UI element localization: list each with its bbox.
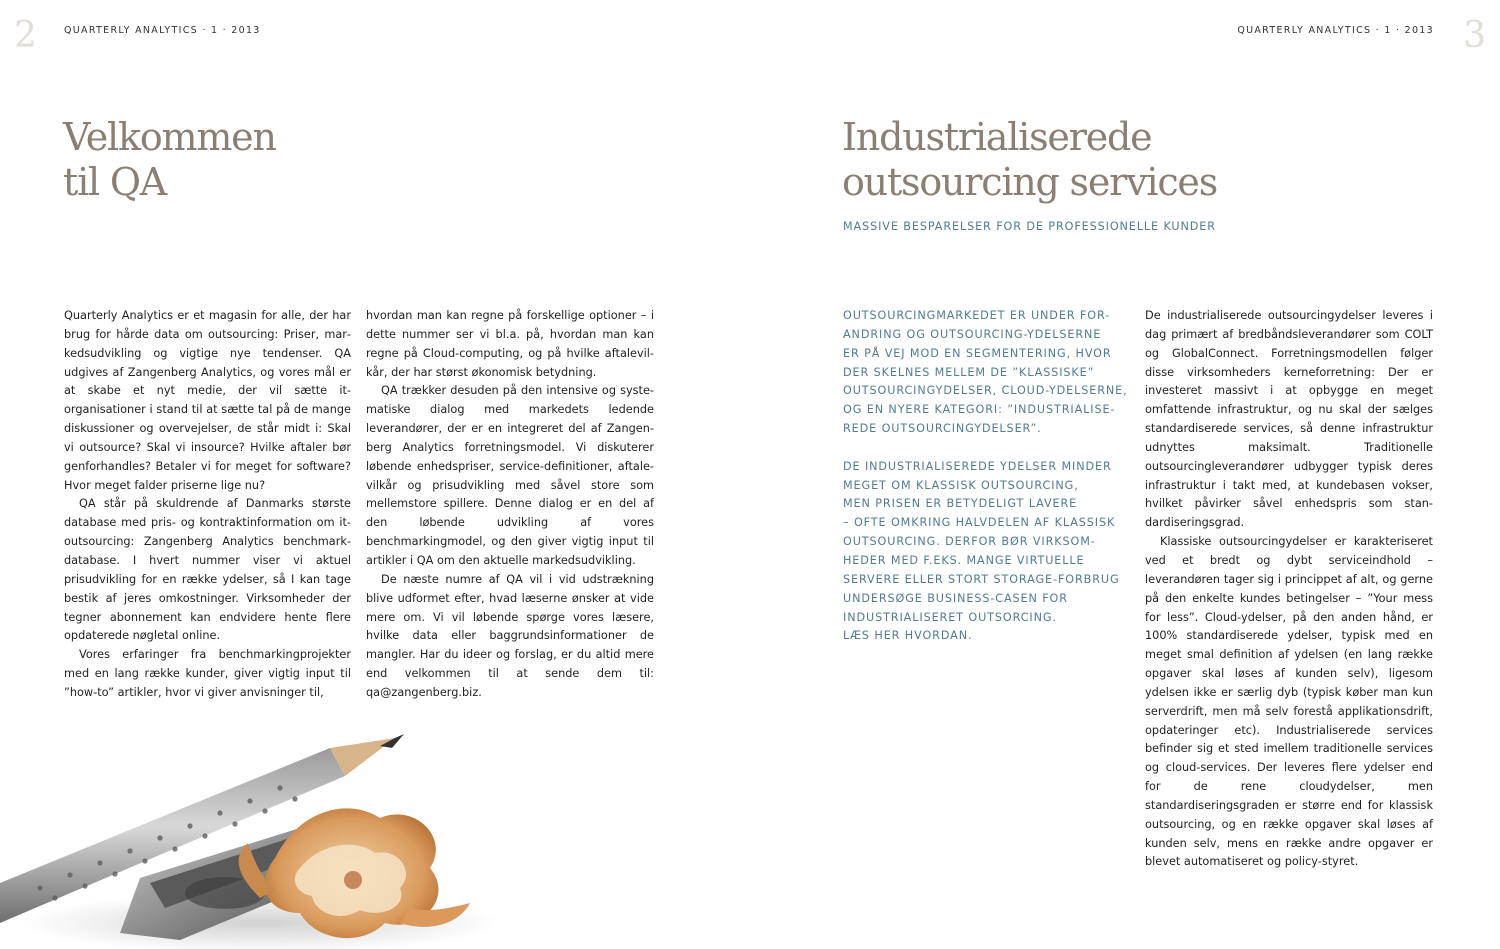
intro-line: HEDER MED F.EKS. MANGE VIRTUELLE bbox=[843, 553, 1085, 567]
intro-line: OUTSOURCING. DERFOR BØR VIRKSOM- bbox=[843, 535, 1096, 549]
intro-line: DER SKELNES MELLEM DE ”KLASSISKE” bbox=[843, 365, 1095, 379]
intro-line: ANDRING OG OUTSOURCING-YDELSERNE bbox=[843, 327, 1102, 341]
intro-line: ER PÅ VEJ MOD EN SEGMENTERING, HVOR bbox=[843, 346, 1112, 360]
left-folio-number: 2 bbox=[14, 15, 37, 56]
left-title-line-2: til QA bbox=[63, 160, 167, 204]
right-title-line-1: Industrialiserede bbox=[842, 115, 1152, 159]
right-running-head: QUARTERLY ANALYTICS · 1 · 2013 bbox=[1237, 25, 1434, 36]
intro-line: MEN PRISEN ER BETYDELIGT LAVERE bbox=[843, 497, 1078, 511]
left-body-column-2 bbox=[366, 307, 654, 703]
right-title-line-2: outsourcing services bbox=[842, 160, 1218, 204]
body-paragraph: De industrialiserede outsourcingydelser leveres i dag primært af bredbåndsleverandører som COLT og GlobalConnect. Forretningsmodellen følger disse virksomheders kerneforretning: Der er investeret massivt i at opbygge en meget omfattende infrastruktur, og nu skal der sælges standardiserede services, så denne infrastruktur udnyttes maksimalt. Traditionelle outsourcingleverandører udbygger typisk deres infrastruktur i takt med, at kundebasen vokser, hvilket påvirker såvel enhedspris som standardiseringsgrad. bbox=[1145, 309, 1433, 530]
intro-line: – OFTE OMKRING HALVDELEN AF KLASSISK bbox=[843, 516, 1116, 530]
left-title-line-1: Velkommen bbox=[63, 115, 276, 159]
body-paragraph: hvordan man kan regne på forskellige optioner – i dette nummer ser vi bl.a. på, hvordan man kan regne på Cloud-computing, og på hvilke aftalevilkår, der har størst økonomisk betydning. bbox=[366, 309, 654, 379]
pencil-sharpener-illustration bbox=[0, 708, 520, 949]
intro-line: OG EN NYERE KATEGORI: ”INDUSTRIALISE- bbox=[843, 403, 1116, 417]
right-folio-number: 3 bbox=[1463, 15, 1486, 56]
intro-line: REDE OUTSOURCINGYDELSER”. bbox=[843, 422, 1042, 436]
left-running-head: QUARTERLY ANALYTICS · 1 · 2013 bbox=[64, 25, 261, 36]
intro-line: MEGET OM KLASSISK OUTSOURCING, bbox=[843, 478, 1079, 492]
body-paragraph: Quarterly Analytics er et magasin for alle, der har brug for hårde data om outsourcing: Priser, markedsudvikling og vigtige nye tendenser. QA udgives af Zangenberg Analytics, og vores mål er at skabe et nyt medie, der vil sætte it-organisationer i stand til at sætte tal på de mange diskussioner og overvejelser, de står midt i: Skal vi outsource? Skal vi insource? Hvilke aftaler bør genforhandles? Betaler vi for meget for software? Hvor meget falder priserne lige nu? bbox=[64, 309, 351, 492]
right-body-column bbox=[1145, 307, 1433, 872]
right-page-title bbox=[842, 115, 1217, 205]
article-subtitle: MASSIVE BESPARELSER FOR DE PROFESSIONELLE KUNDER bbox=[843, 220, 1216, 233]
intro-line: DE INDUSTRIALISEREDE YDELSER MINDER bbox=[843, 459, 1112, 473]
intro-line: LÆS HER HVORDAN. bbox=[843, 629, 973, 643]
body-paragraph: De næste numre af QA vil i vid udstrækning blive udformet efter, hvad læserne ønsker at vide mere om. Vi vil løbende spørge vores læsere, hvilke data eller baggrundsinformationer de mangler. Har du ideer og forslag, er du altid mere end velkommen til at sende dem til: qa@zangenberg.biz. bbox=[366, 572, 654, 699]
article-intro bbox=[843, 307, 1135, 665]
intro-line: SERVERE ELLER STORT STORAGE-FORBRUG bbox=[843, 572, 1120, 586]
body-paragraph: Vores erfaringer fra benchmarkingprojekter med en lang række kunder, giver vigtig input til ”how-to” artikler, hvor vi giver anvisninger til, bbox=[64, 648, 351, 699]
intro-line: UNDERSØGE BUSINESS-CASEN FOR bbox=[843, 591, 1068, 605]
left-body-column-1 bbox=[64, 307, 351, 703]
intro-line: INDUSTRIALISERET OUTSORCING. bbox=[843, 610, 1057, 624]
intro-line: OUTSOURCINGYDELSER, CLOUD-YDELSERNE, bbox=[843, 384, 1128, 398]
body-paragraph: QA står på skuldrende af Danmarks største database med pris- og kontraktinformation om it-outsourcing: Zangenberg Analytics benchmarkdatabase. I hvert nummer viser vi aktuel prisudvikling for en række ydelser, så I kan tage bestik af jeres omkostninger. Virksomheder der tegner abonnement kan endvidere hente flere opdaterede nøgletal online. bbox=[64, 497, 351, 643]
intro-line: OUTSOURCINGMARKEDET ER UNDER FOR- bbox=[843, 309, 1111, 322]
intro-paragraph bbox=[843, 458, 1135, 646]
body-paragraph: QA trækker desuden på den intensive og systematiske dialog med markedets ledende leverandører, der er en integreret del af Zangenberg Analytics forretningsmodel. Vi diskuterer løbende enhedspriser, service-definitioner, aftalevilkår og prisudvikling med såvel store som mellemstore spillere. Denne dialog er en del af den løbende udvikling af vores benchmarkingmodel, og den giver vigtig input til artikler i QA om den aktuelle markedsudvikling. bbox=[366, 384, 654, 567]
left-page-title bbox=[63, 115, 276, 205]
body-paragraph: Klassiske outsourcingydelser er karakteriseret ved et bredt og dybt serviceindhold – leverandøren tager sig i princippet af alt, og gerne på den enkelte kundes betingelser – ”Your mess for less”. Cloud-ydelser, på den anden hånd, er 100% standardiserede ydelser, typisk med en meget smal definition af ydelsen (en lang række opgaver skal løses af kunden selv), ligesom ydelsen ikke er særlig dyb (typisk køber man kun serverdrift, men må selv forestå applikationsdrift, opdateringer etc). Industrialiserede services befinder sig et sted imellem traditionelle services og cloud-services. Der leveres flere ydelser end for de rene cloudydelser, men standardiseringsgraden er større end for klassisk outsourcing, og en række opgaver skal løses af kunden selv, mens en række andre opgaver er blevet automatiseret og policy-styret. bbox=[1145, 535, 1433, 869]
intro-paragraph bbox=[843, 307, 1135, 439]
